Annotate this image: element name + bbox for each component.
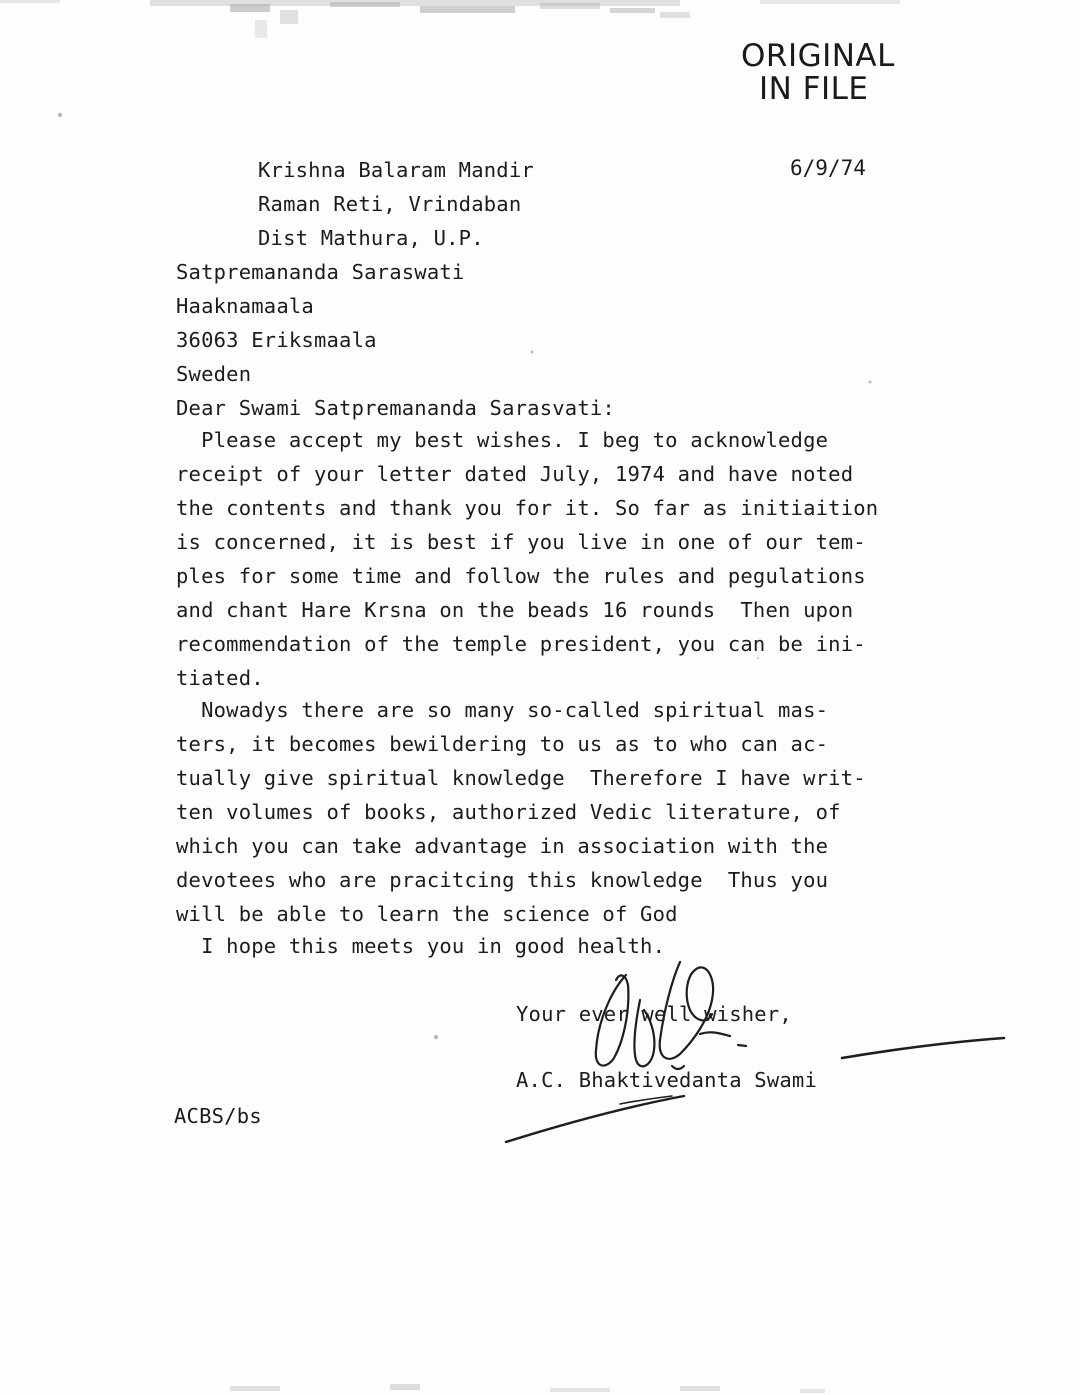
typist-initials: ACBS/bs	[174, 1104, 262, 1128]
body-line: tiated.	[176, 666, 264, 690]
closing: Your ever well wisher,	[516, 1002, 792, 1026]
body-line: is concerned, it is best if you live in one of our tem-	[176, 530, 866, 554]
body-line: tually give spiritual knowledge Therefore I have writ-	[176, 766, 866, 790]
recipient-address-line-4: Sweden	[176, 362, 252, 386]
body-line: recommendation of the temple president, you can be ini-	[176, 632, 866, 656]
sender-address-line-2: Raman Reti, Vrindaban	[258, 192, 522, 216]
recipient-address-line-3: 36063 Eriksmaala	[176, 328, 377, 352]
body-line: which you can take advantage in association with the	[176, 834, 829, 858]
salutation: Dear Swami Satpremananda Sarasvati:	[176, 396, 615, 420]
stamp-line-2: IN FILE	[759, 71, 869, 108]
body-line: ten volumes of books, authorized Vedic literature, of	[176, 800, 841, 824]
signatory-name: A.C. Bhaktivedanta Swami	[516, 1068, 818, 1092]
recipient-address-line-1: Satpremananda Saraswati	[176, 260, 465, 284]
body-line: ters, it becomes bewildering to us as to who can ac-	[176, 732, 829, 756]
body-line: and chant Hare Krsna on the beads 16 rounds Then upon	[176, 598, 854, 622]
body-line: Please accept my best wishes. I beg to acknowledge	[176, 428, 829, 452]
sender-address-line-1: Krishna Balaram Mandir	[258, 158, 534, 182]
body-line: the contents and thank you for it. So far as initiaition	[176, 496, 879, 520]
original-in-file-stamp	[741, 40, 895, 106]
body-line: will be able to learn the science of God	[176, 902, 678, 926]
letter-date: 6/9/74	[790, 156, 866, 180]
recipient-address-line-2: Haaknamaala	[176, 294, 314, 318]
sender-address-line-3: Dist Mathura, U.P.	[258, 226, 484, 250]
body-line: devotees who are pracitcing this knowledge Thus you	[176, 868, 829, 892]
body-line: I hope this meets you in good health.	[176, 934, 666, 958]
stamp-line-1: ORIGINAL	[741, 38, 895, 74]
body-line: receipt of your letter dated July, 1974 and have noted	[176, 462, 854, 486]
body-line: Nowadys there are so many so-called spiritual mas-	[176, 698, 829, 722]
body-line: ples for some time and follow the rules and pegulations	[176, 564, 866, 588]
